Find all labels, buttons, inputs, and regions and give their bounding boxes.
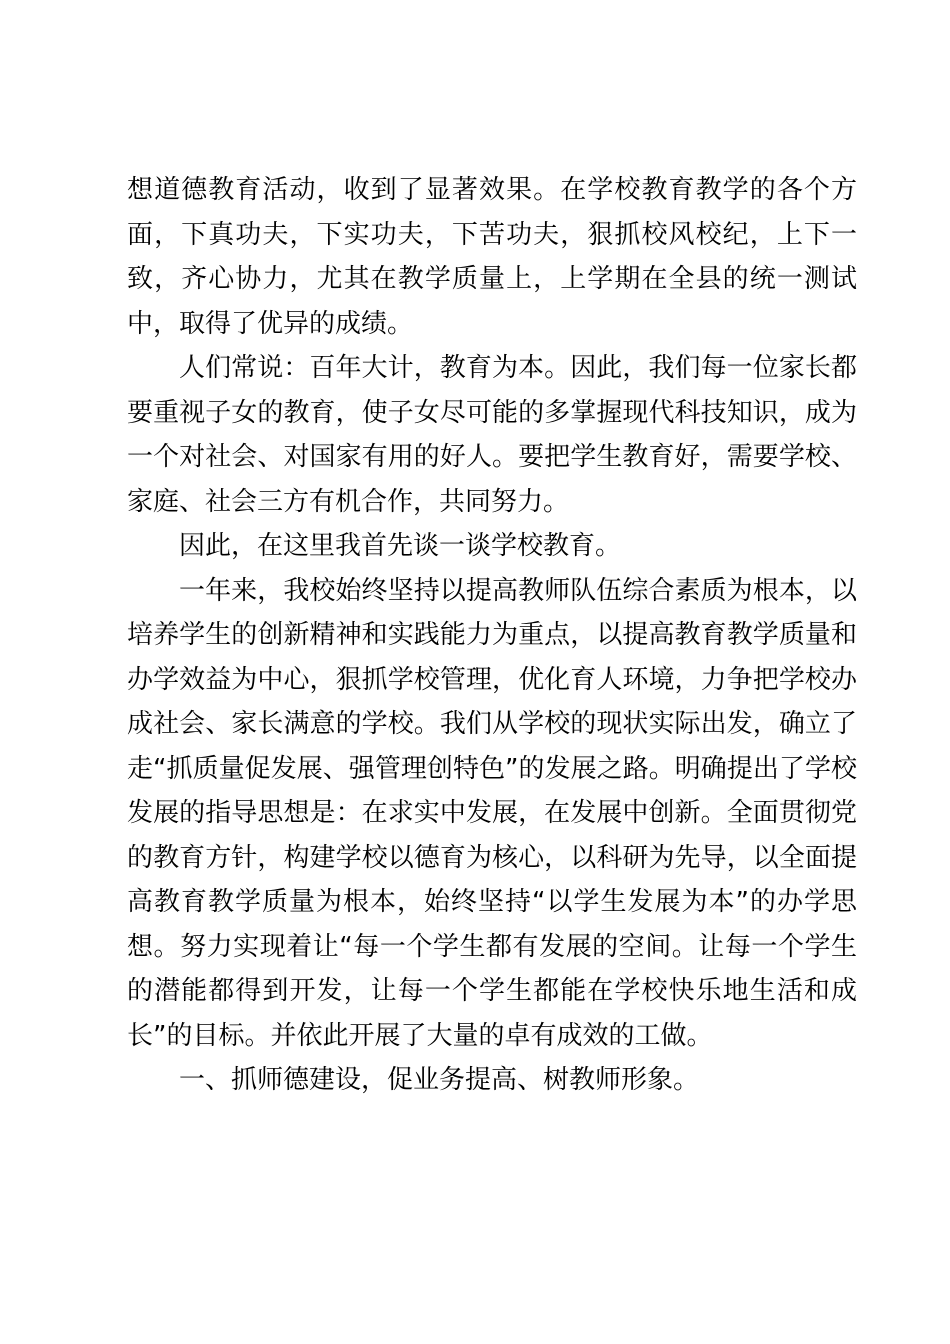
paragraph-continuation: 想道德教育活动，收到了显著效果。在学校教育教学的各个方面，下真功夫，下实功夫，下苦功夫，狠抓校风校纪，上下一致，齐心协力，尤其在教学质量上，上学期在全县的统一测试中，取得了优异的成绩。: [127, 175, 857, 339]
document-body: [127, 168, 857, 1103]
paragraph-school-education-intro: 因此，在这里我首先谈一谈学校教育。: [179, 531, 622, 561]
paragraph-education-importance: 人们常说：百年大计，教育为本。因此，我们每一位家长都要重视子女的教育，使子女尽可能的多掌握现代科技知识，成为一个对社会、对国家有用的好人。要把学生教育好，需要学校、家庭、社会三方有机合作，共同努力。: [127, 353, 857, 517]
paragraph-year-review: 一年来，我校始终坚持以提高教师队伍综合素质为根本，以培养学生的创新精神和实践能力为重点，以提高教育教学质量和办学效益为中心，狠抓学校管理，优化育人环境，力争把学校办成社会、家长满意的学校。我们从学校的现状实际出发，确立了走“抓质量促发展、强管理创特色”的发展之路。明确提出了学校发展的指导思想是：在求实中发展，在发展中创新。全面贯彻党的教育方针，构建学校以德育为核心，以科研为先导，以全面提高教育教学质量为根本，始终坚持“以学生发展为本”的办学思想。努力实现着让“每一个学生都有发展的空间。让每一个学生的潜能都得到开发，让每一个学生都能在学校快乐地生活和成长”的目标。并依此开展了大量的卓有成效的工做。: [127, 575, 857, 1051]
section-heading: 一、抓师德建设，促业务提高、树教师形象。: [179, 1065, 700, 1095]
